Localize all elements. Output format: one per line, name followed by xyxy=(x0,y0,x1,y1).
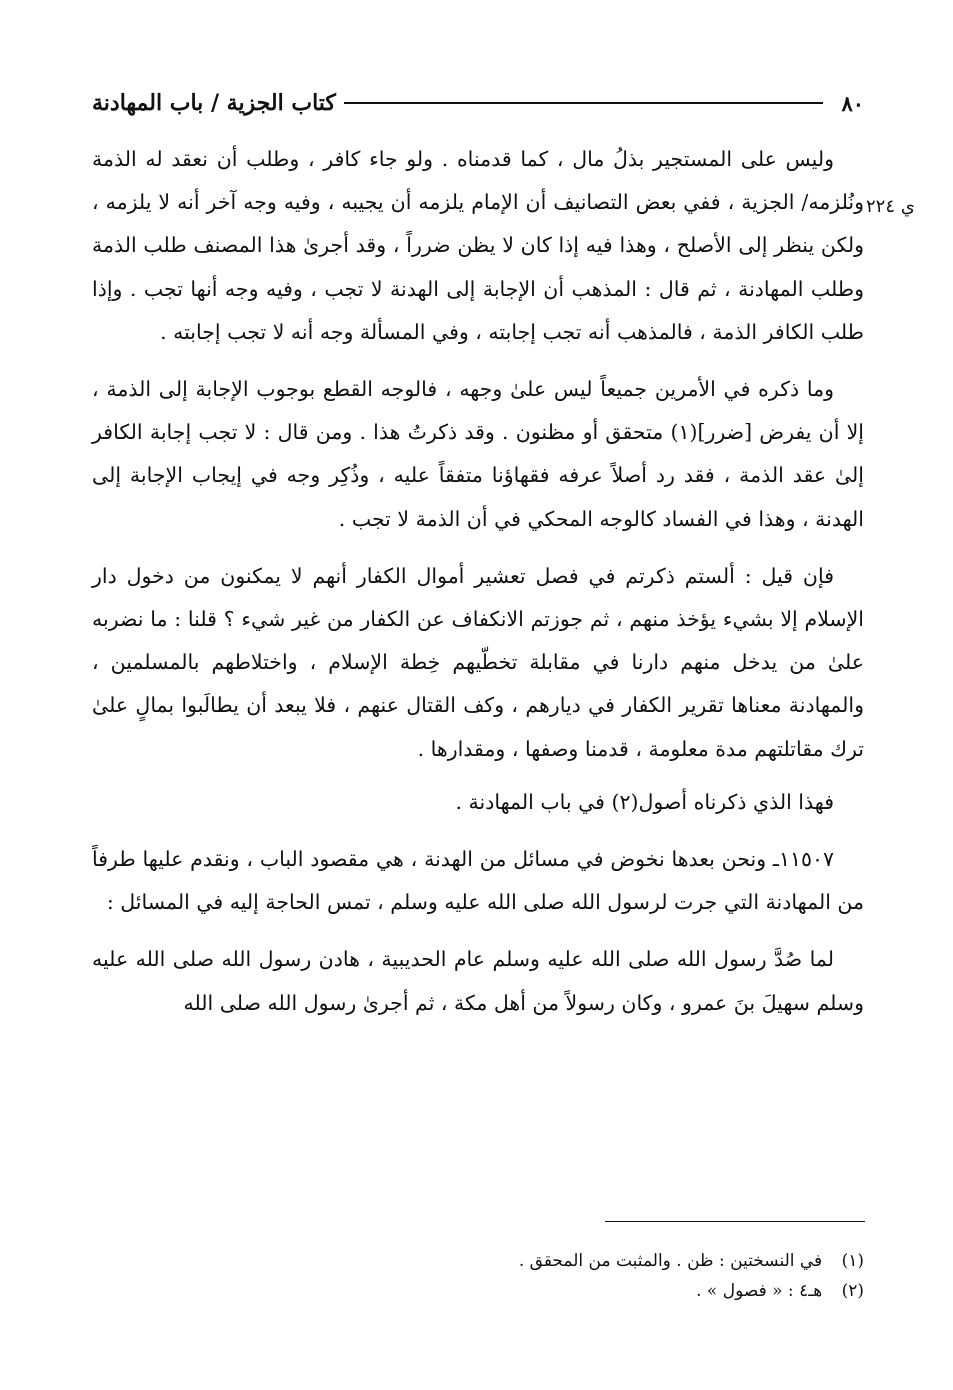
footnotes xyxy=(92,1246,864,1306)
header-title: كتاب الجزية / باب المهادنة xyxy=(92,90,336,116)
main-text xyxy=(92,138,864,1039)
footnote xyxy=(92,1276,864,1306)
paragraph: فإن قيل : ألستم ذكرتم في فصل تعشير أموال الكفار أنهم لا يمكنون من دخول دار الإسلام إلا بشيء يؤخذ منهم ، ثم جوزتم الانكفاف عن الكفار من غير شيء ؟ قلنا : ما نضربه علىٰ من يدخل منهم دارنا في مقابلة تخطّيهم خِطة الإسلام ، واختلاطهم بالمسلمين ، والمهادنة معناها تقرير الكفار في ديارهم ، وكف القتال عنهم ، فلا يبعد أن يطالَبوا بمالٍ علىٰ ترك مقاتلتهم مدة معلومة ، قدمنا وصفها ، ومقدارها . xyxy=(92,563,864,761)
footnote xyxy=(92,1246,864,1276)
footnote-number: (١) xyxy=(841,1251,864,1271)
paragraph: وما ذكره في الأمرين جميعاً ليس علىٰ وجهه ، فالوجه القطع بوجوب الإجابة إلى الذمة ، إلا أن يفرض [ضرر](١) متحقق أو مظنون . وقد ذكرتُ هذا . ومن قال : لا تجب إجابة الكافر إلىٰ عقد الذمة ، فقد رد أصلاً عرفه فقهاؤنا متفقاً عليه ، وذُكِر وجه في إيجاب الإجابة إلى الهدنة ، وهذا في الفساد كالوجه المحكي في أن الذمة لا تجب . xyxy=(92,377,865,531)
running-header xyxy=(92,86,864,120)
header-rule xyxy=(344,102,824,104)
paragraph: وليس على المستجير بذلُ مال ، كما قدمناه . ولو جاء كافر ، وطلب أن نعقد له الذمة ونُلزمه/ الجزية ، ففي بعض التصانيف أن الإمام يلزمه أن يجيبه ، وفيه وجه آخر أنه لا يلزمه ، ولكن ينظر إلى الأصلح ، وهذا فيه إذا كان لا يظن ضرراً ، وقد أجرىٰ هذا المصنف طلب الذمة وطلب المهادنة ، ثم قال : المذهب أن الإجابة إلى الهدنة لا تجب ، وفيه وجه أنها تجب . وإذا طلب الكافر الذمة ، فالمذهب أنه تجب إجابته ، وفي المسألة وجه أنه لا تجب إجابته . xyxy=(92,147,864,344)
marginal-folio-note: ي ٢٢٤ xyxy=(866,196,915,217)
footnote-text: في النسختين : ظن . والمثبت من المحقق . xyxy=(518,1251,823,1271)
footnote-text: هـ٤ : « فصول » . xyxy=(696,1281,823,1301)
footnote-separator xyxy=(605,1221,865,1222)
numbered-paragraph: ١١٥٠٧ـ ونحن بعدها نخوض في مسائل من الهدنة ، هي مقصود الباب ، ونقدم عليها طرفاً من المهادنة التي جرت لرسول الله صلى الله عليه وسلم ، تمس الحاجة إليه في المسائل : xyxy=(92,847,864,915)
footnote-number: (٢) xyxy=(841,1281,864,1301)
paragraph: لما صُدَّ رسول الله صلى الله عليه وسلم عام الحديبية ، هادن رسول الله صلى الله عليه وسلم سهيلَ بنَ عمرو ، وكان رسولاً من أهل مكة ، ثم أجرىٰ رسول الله صلى الله xyxy=(92,947,864,1015)
paragraph: فهذا الذي ذكرناه أصول(٢) في باب المهادنة . xyxy=(455,789,834,814)
page-number: ٨٠ xyxy=(841,90,864,116)
